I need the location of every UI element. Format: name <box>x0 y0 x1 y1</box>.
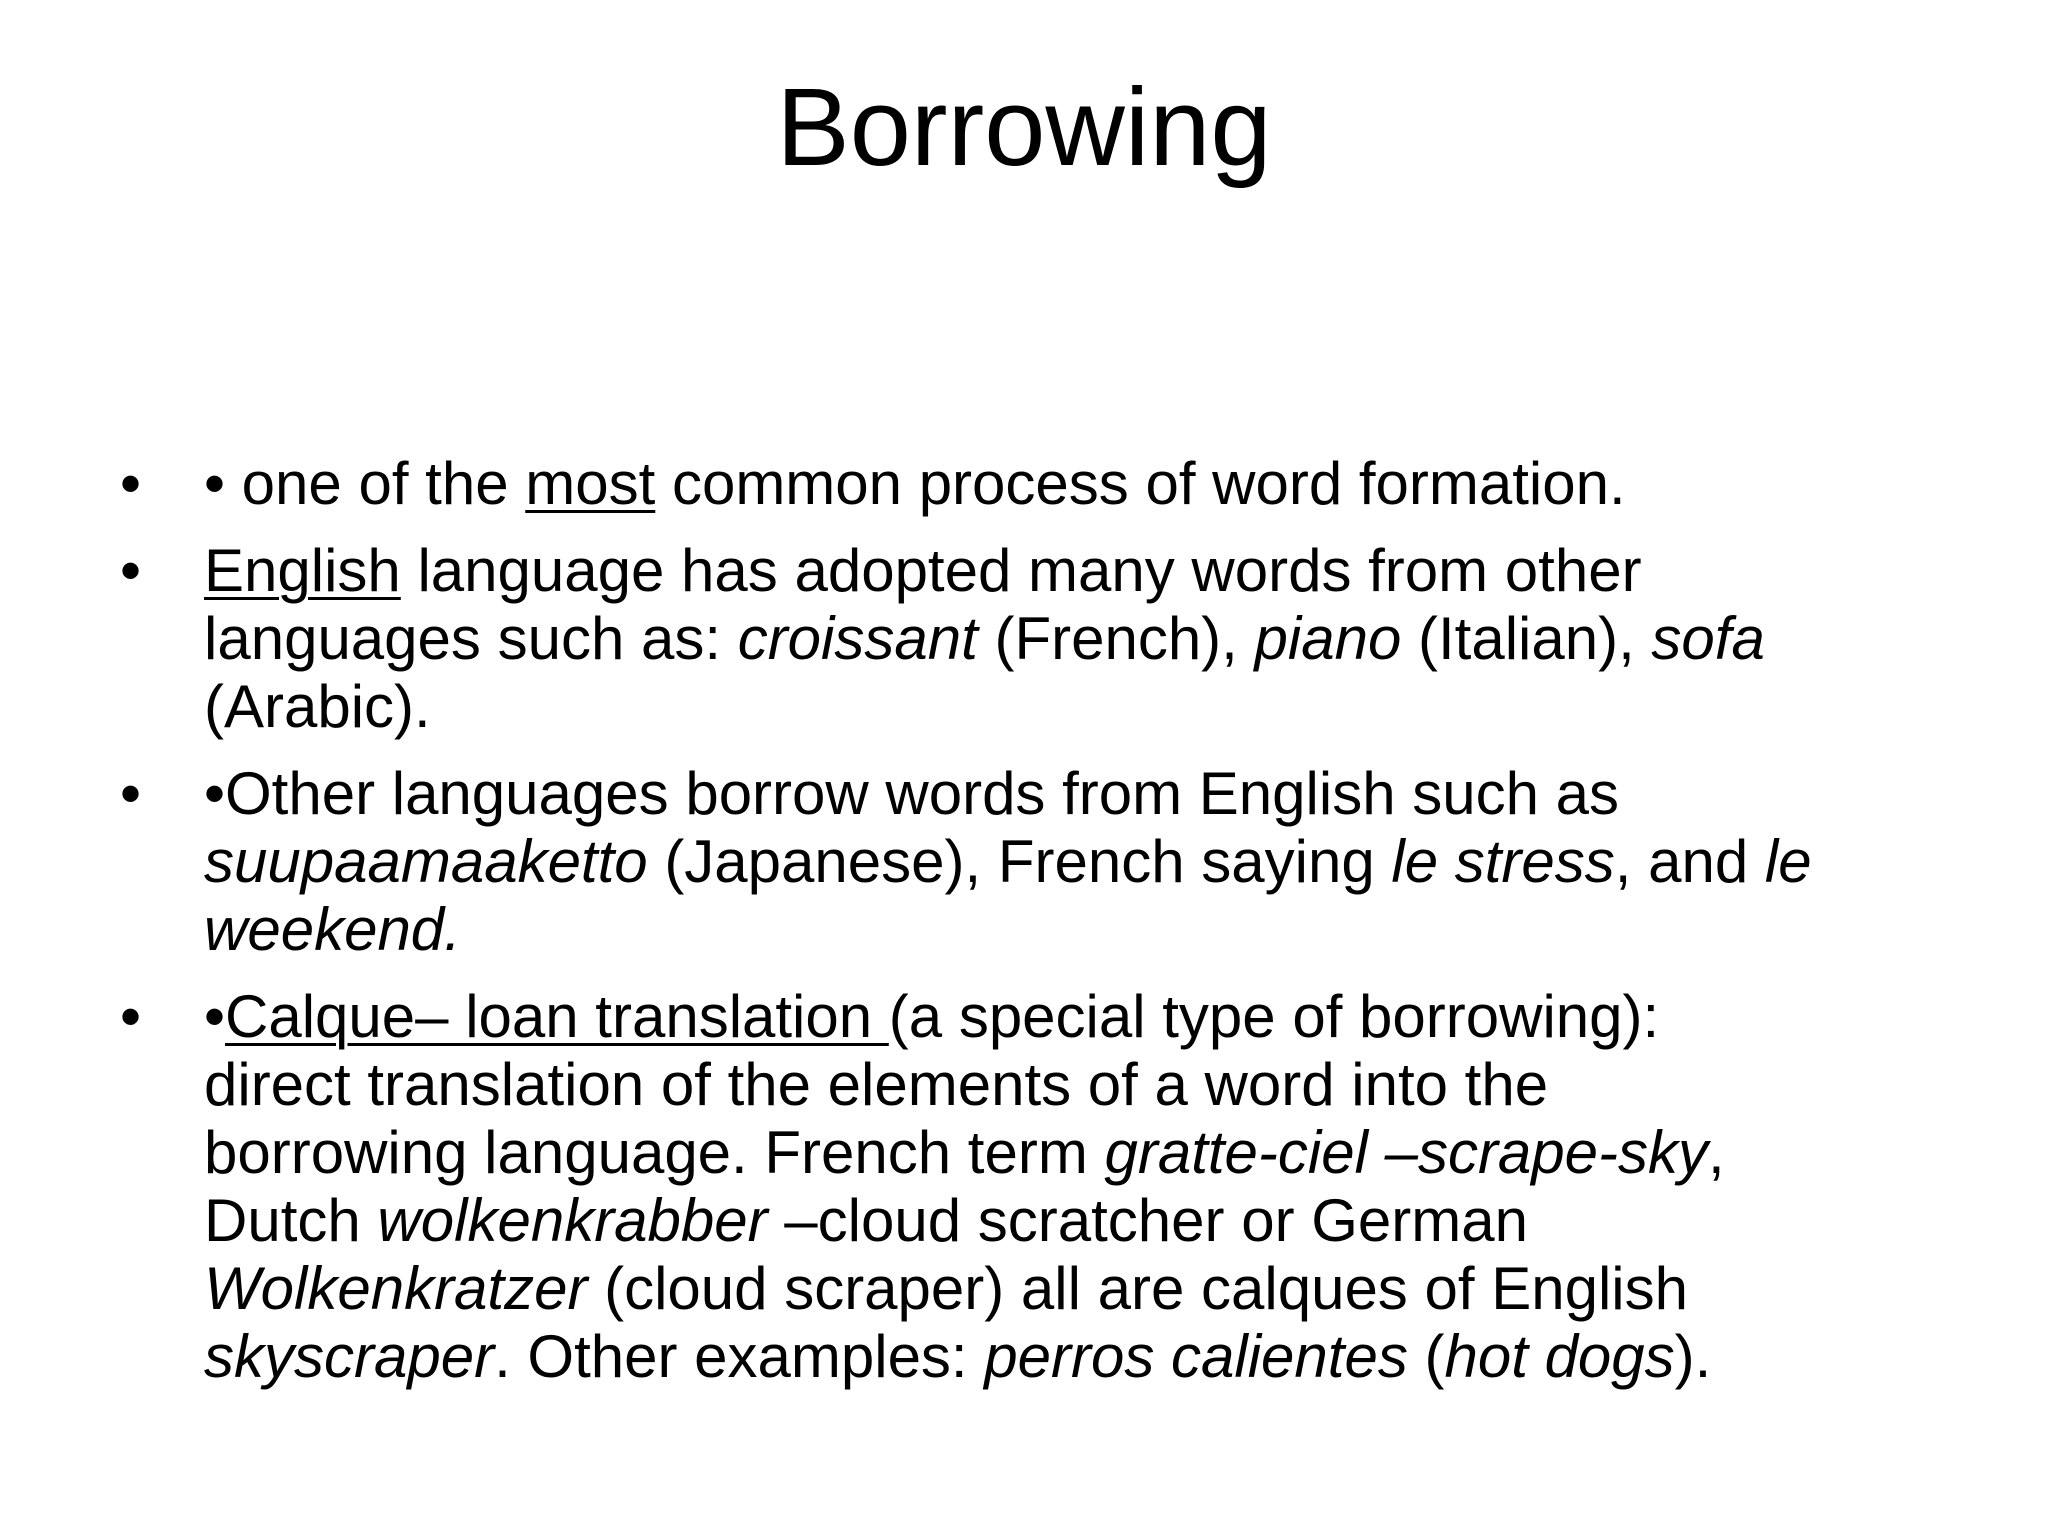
bullet-line <box>204 605 1960 673</box>
text-run: (Japanese), French saying <box>647 828 1392 895</box>
text-run: borrowing language. French term <box>204 1119 1105 1186</box>
bullet-marker: • <box>120 537 142 604</box>
italic-text: hot dogs <box>1444 1323 1675 1390</box>
bullet-line <box>204 896 1960 964</box>
italic-text: piano <box>1254 605 1402 672</box>
text-run: , and <box>1614 828 1765 895</box>
bullet-list <box>120 450 1960 1410</box>
bullet-line <box>204 983 1960 1051</box>
italic-text: le <box>1764 828 1812 895</box>
slide-title: Borrowing <box>776 66 1272 189</box>
bullet-line <box>204 1187 1960 1255</box>
italic-text: suupaamaaketto <box>204 828 648 895</box>
text-run: languages such as: <box>204 605 738 672</box>
italic-text: skyscraper <box>204 1323 495 1390</box>
italic-text: weekend. <box>204 896 461 963</box>
text-run: common process of word formation. <box>655 450 1626 517</box>
text-run: Dutch <box>204 1187 378 1254</box>
text-run: • <box>204 983 226 1050</box>
italic-text: le stress <box>1391 828 1615 895</box>
text-run: ( <box>1407 1323 1445 1390</box>
italic-text: croissant <box>737 605 978 672</box>
text-run: (a special type of borrowing): <box>888 983 1660 1050</box>
bullet-line <box>204 450 1960 518</box>
text-run: , <box>1708 1119 1725 1186</box>
text-run: ). <box>1674 1323 1712 1390</box>
italic-text: perros calientes <box>984 1323 1408 1390</box>
text-run: (French), <box>977 605 1255 672</box>
text-run: (cloud scraper) all are calques of English <box>587 1255 1688 1322</box>
text-run: (Italian), <box>1401 605 1652 672</box>
bullet-line <box>204 1051 1960 1119</box>
bullet-item <box>120 537 1960 741</box>
bullet-marker: • <box>120 760 142 827</box>
bullet-line <box>204 537 1960 605</box>
italic-text: gratte-ciel –scrape-sky <box>1104 1119 1709 1186</box>
italic-text: sofa <box>1651 605 1765 672</box>
bullet-item <box>120 760 1960 964</box>
bullet-line <box>204 1323 1960 1391</box>
text-run: . Other examples: <box>494 1323 985 1390</box>
bullet-item <box>120 983 1960 1391</box>
bullet-line <box>204 1119 1960 1187</box>
bullet-line <box>204 760 1960 828</box>
italic-text: wolkenkrabber <box>377 1187 768 1254</box>
bullet-line <box>204 673 1960 741</box>
bullet-marker: • <box>120 983 142 1050</box>
underlined-text: Calque– loan translation <box>225 983 889 1050</box>
italic-text: Wolkenkratzer <box>204 1255 588 1322</box>
underlined-text: English <box>204 537 401 604</box>
text-run: –cloud scratcher or German <box>767 1187 1528 1254</box>
text-run: direct translation of the elements of a word into the <box>204 1051 1549 1118</box>
bullet-item <box>120 450 1960 518</box>
bullet-marker: • <box>120 450 142 517</box>
text-run: • one of the <box>204 450 526 517</box>
text-run: language has adopted many words from other <box>400 537 1642 604</box>
underlined-text: most <box>525 450 656 517</box>
text-run: (Arabic). <box>204 673 431 740</box>
bullet-line <box>204 1255 1960 1323</box>
bullet-line <box>204 828 1960 896</box>
text-run: •Other languages borrow words from English such as <box>204 760 1620 827</box>
